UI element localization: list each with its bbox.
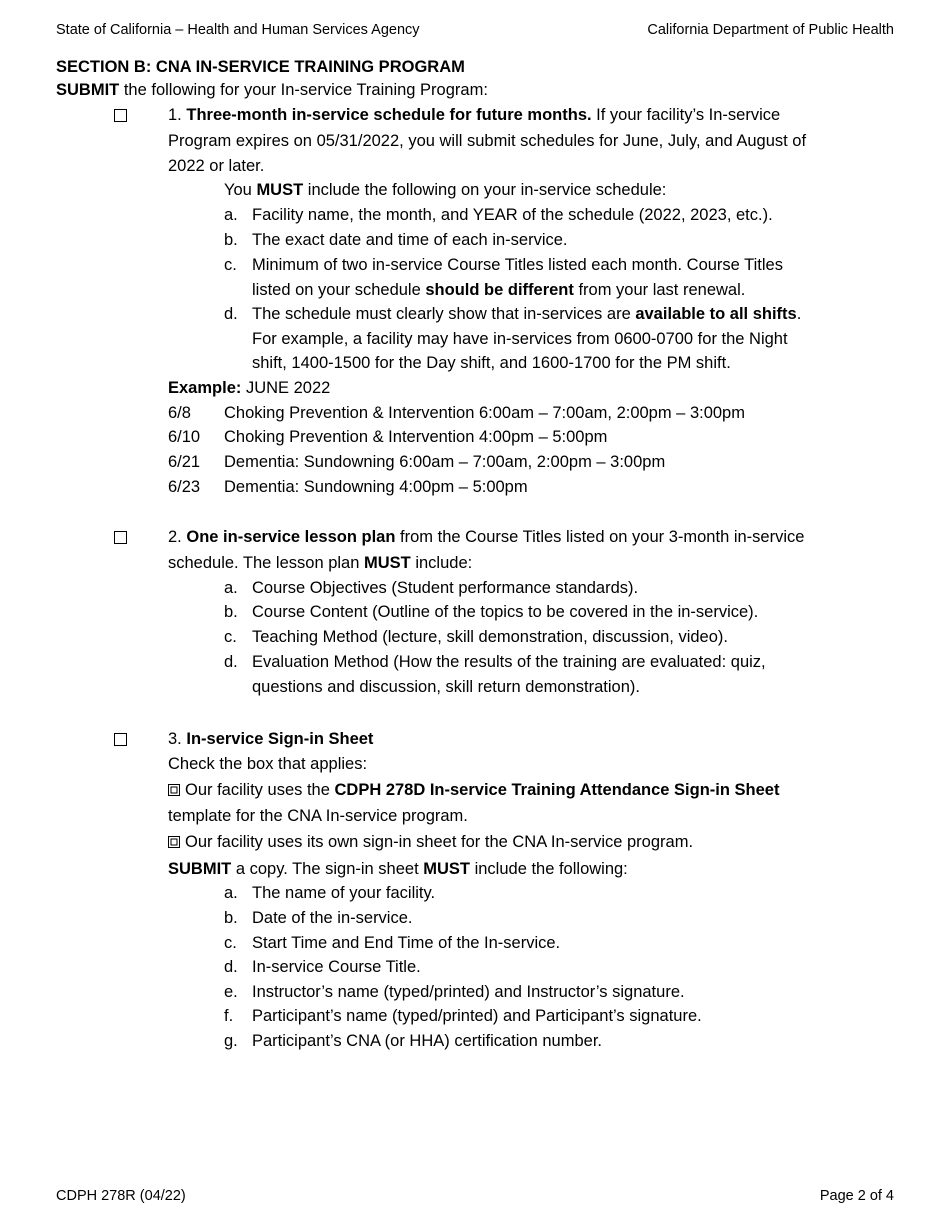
item3-number: 3. [168, 730, 187, 748]
example-date: 6/23 [168, 478, 201, 496]
submit-intro-text: the following for your In-service Training Program: [119, 81, 488, 99]
item2-b-text: Course Content (Outline of the topics to be covered in the in-service). [252, 603, 759, 621]
item1-d-line1 [252, 302, 892, 327]
item2-line2-post: include: [410, 554, 473, 572]
item3-list-text: Start Time and End Time of the In-service. [252, 934, 561, 952]
item3-list-text: Date of the in-service. [252, 909, 413, 927]
form-number: CDPH 278R (04/22) [56, 1188, 186, 1204]
item3-submit-bold: SUBMIT [168, 860, 232, 878]
example-date: 6/8 [168, 404, 191, 422]
item3-submit-must: MUST [423, 860, 470, 878]
item1-d-line1-post: . [796, 305, 802, 323]
item3-title: In-service Sign-in Sheet [186, 730, 374, 748]
example-text: Dementia: Sundowning 6:00am – 7:00am, 2:00pm – 3:00pm [224, 453, 666, 471]
item1-title: Three-month in-service schedule for future months. [186, 106, 592, 124]
item1-a-label: a. [224, 206, 238, 224]
item1-must-post: include the following on your in-service schedule: [303, 181, 667, 199]
item2-number: 2. [168, 528, 187, 546]
option2-text: Our facility uses its own sign-in sheet for the CNA In-service program. [185, 833, 694, 851]
option1-bold: CDPH 278D In-service Training Attendance Sign-in Sheet [334, 781, 780, 799]
item1-c-line2-pre: listed on your schedule [252, 281, 426, 299]
item2-line2-pre: schedule. The lesson plan [168, 554, 364, 572]
example-text: Dementia: Sundowning 4:00pm – 5:00pm [224, 478, 528, 496]
item2-c-label: c. [224, 628, 237, 646]
item3-option2 [168, 830, 898, 855]
item2-a-text: Course Objectives (Student performance standards). [252, 579, 639, 597]
item3-list-label: d. [224, 958, 238, 976]
page-number: Page 2 of 4 [819, 1188, 894, 1204]
item3-list-text: Participant’s name (typed/printed) and Participant’s signature. [252, 1007, 702, 1025]
item2-d-line2: questions and discussion, skill return demonstration). [252, 678, 640, 696]
item1-checkbox[interactable] [114, 109, 127, 122]
item3-list-label: e. [224, 983, 238, 1001]
example-month: JUNE 2022 [241, 379, 331, 397]
item2-line2 [168, 551, 898, 576]
item2-d-line1: Evaluation Method (How the results of the training are evaluated: quiz, [252, 653, 766, 671]
item2-title: One in-service lesson plan [186, 528, 396, 546]
example-date: 6/10 [168, 428, 201, 446]
item1-d-line3: shift, 1400-1500 for the Day shift, and 1600-1700 for the PM shift. [252, 354, 731, 372]
item1-line1 [168, 103, 898, 128]
item3-list-text: In-service Course Title. [252, 958, 421, 976]
item1-d-line1-bold: available to all shifts [635, 305, 797, 323]
item3-list-text: Participant’s CNA (or HHA) certification number. [252, 1032, 602, 1050]
item1-c-label: c. [224, 256, 237, 274]
item2-line2-bold: MUST [364, 554, 411, 572]
item3-option1-line2: template for the CNA In-service program. [168, 807, 468, 825]
example-text: Choking Prevention & Intervention 6:00am – 7:00am, 2:00pm – 3:00pm [224, 404, 745, 422]
item2-checkbox[interactable] [114, 531, 127, 544]
item3-list-label: b. [224, 909, 238, 927]
item1-line1-text: If your facility’s In-service [591, 106, 781, 124]
item3-option1 [168, 778, 898, 803]
item1-b-label: b. [224, 231, 238, 249]
item1-a-text: Facility name, the month, and YEAR of the schedule (2022, 2023, etc.). [252, 206, 773, 224]
example-text: Choking Prevention & Intervention 4:00pm – 5:00pm [224, 428, 608, 446]
item1-line2: Program expires on 05/31/2022, you will submit schedules for June, July, and August of [168, 132, 807, 150]
item3-submit-line [168, 857, 898, 882]
option1-checkbox[interactable] [168, 784, 180, 796]
item3-list-label: c. [224, 934, 237, 952]
item3-list-text: Instructor’s name (typed/printed) and Instructor’s signature. [252, 983, 685, 1001]
item1-must-bold: MUST [256, 181, 304, 199]
item1-b-text: The exact date and time of each in-service. [252, 231, 568, 249]
item2-a-label: a. [224, 579, 238, 597]
item2-c-text: Teaching Method (lecture, skill demonstration, discussion, video). [252, 628, 728, 646]
item1-c-line2-post: from your last renewal. [573, 281, 746, 299]
item3-checkbox[interactable] [114, 733, 127, 746]
section-title: SECTION B: CNA IN-SERVICE TRAINING PROGRAM [56, 58, 465, 76]
item2-line1 [168, 525, 898, 550]
item1-c-line1: Minimum of two in-service Course Titles listed each month. Course Titles [252, 256, 783, 274]
item1-line3: 2022 or later. [168, 157, 265, 175]
department-header: California Department of Public Health [647, 22, 894, 38]
option2-checkbox[interactable] [168, 836, 180, 848]
item1-must-line [224, 178, 666, 203]
option1-pre: Our facility uses the [185, 781, 335, 799]
item3-list-label: a. [224, 884, 238, 902]
example-label: Example: [168, 379, 242, 397]
item3-list-text: The name of your facility. [252, 884, 436, 902]
item3-check-line: Check the box that applies: [168, 755, 368, 773]
item3-list-label: g. [224, 1032, 238, 1050]
agency-header: State of California – Health and Human Services Agency [56, 22, 420, 38]
item3-line1 [168, 727, 898, 752]
item1-d-line2: For example, a facility may have in-services from 0600-0700 for the Night [252, 330, 788, 348]
item3-list-label: f. [224, 1007, 234, 1025]
item1-must-pre: You [224, 181, 257, 199]
example-heading [168, 376, 898, 401]
item1-d-label: d. [224, 305, 238, 323]
item3-submit-mid: a copy. The sign-in sheet [231, 860, 424, 878]
item1-number: 1. [168, 106, 187, 124]
item1-c-line2-bold: should be different [425, 281, 574, 299]
item2-b-label: b. [224, 603, 238, 621]
submit-intro-bold: SUBMIT [56, 81, 120, 99]
submit-intro [56, 81, 488, 100]
item1-c-line2 [252, 278, 892, 303]
item1-d-line1-pre: The schedule must clearly show that in-services are [252, 305, 636, 323]
example-date: 6/21 [168, 453, 201, 471]
item3-submit-post: include the following: [470, 860, 628, 878]
item2-d-label: d. [224, 653, 238, 671]
item2-line1-text: from the Course Titles listed on your 3-month in-service [395, 528, 805, 546]
